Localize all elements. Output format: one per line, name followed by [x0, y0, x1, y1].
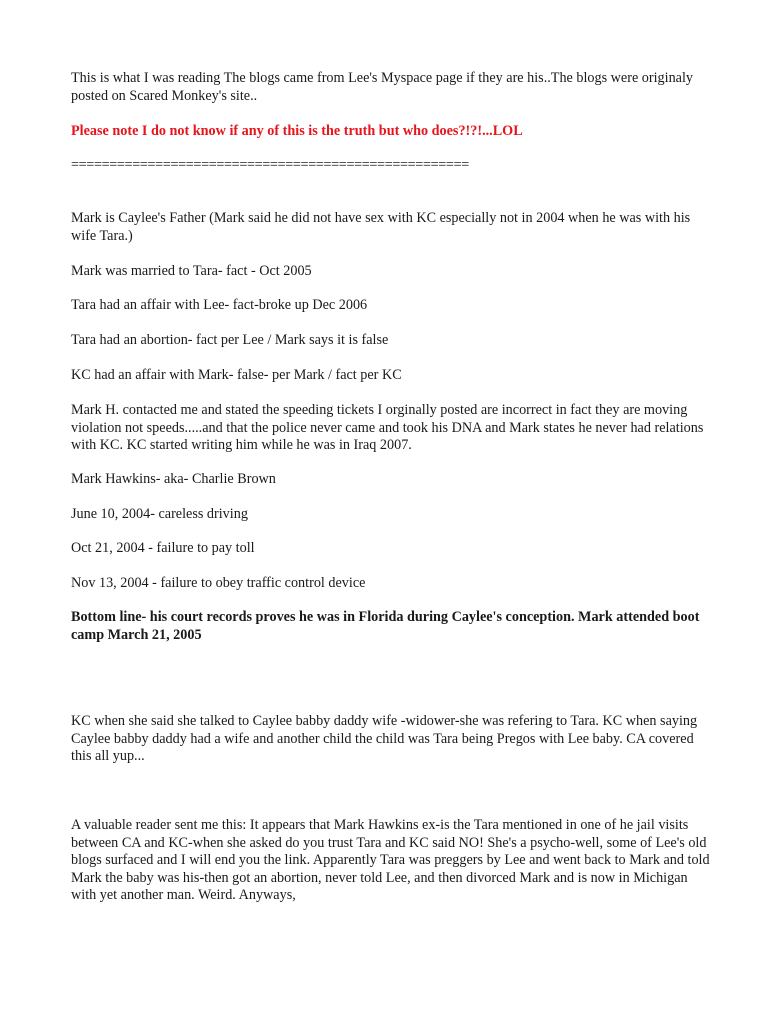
bottom-line-paragraph: Bottom line- his court records proves he was in Florida during Caylee's conception. Mark attended boot camp March 21, 2005 [71, 609, 700, 643]
disclaimer-text: Please note I do not know if any of this is the truth but who does?!?!...LOL [71, 123, 523, 139]
aka-line: Mark Hawkins- aka- Charlie Brown [71, 471, 276, 487]
paragraph-caylee-father: Mark is Caylee's Father (Mark said he did not have sex with KC especially not in 2004 when he was with his wife Tara.) [71, 210, 691, 244]
record-june: June 10, 2004- careless driving [71, 506, 248, 522]
paragraph-reader: A valuable reader sent me this: It appears that Mark Hawkins ex-is the Tara mentioned in one of he jail visits between CA and KC-when she asked do you trust Tara and KC said NO! She's a psycho-well, some of Lee's old blogs surfaced and I will end you the link. Apparently Tara was preggers by Lee and went back to Mark and told Mark the baby was his-then got an abortion, never told Lee, and then divorced Mark and is now in Michigan with yet another man. Weird. Anyways, [71, 817, 710, 904]
intro-paragraph: This is what I was reading The blogs came from Lee's Myspace page if they are his..The blogs were originaly posted on Scared Monkey's site.. [71, 70, 694, 104]
fact-abortion: Tara had an abortion- fact per Lee / Mark says it is false [71, 332, 389, 348]
fact-affair-mark: KC had an affair with Mark- false- per Mark / fact per KC [71, 367, 402, 383]
record-oct: Oct 21, 2004 - failure to pay toll [71, 540, 255, 556]
fact-affair-lee: Tara had an affair with Lee- fact-broke up Dec 2006 [71, 297, 368, 313]
separator-line: ==================================================== [71, 157, 469, 173]
fact-married: Mark was married to Tara- fact - Oct 2005 [71, 263, 312, 279]
paragraph-contacted: Mark H. contacted me and stated the speeding tickets I orginally posted are incorrect in fact they are moving violation not speeds.....and that the police never came and took his DNA and Mark states he never had relations with KC. KC started writing him while he was in Iraq 2007. [71, 402, 704, 454]
paragraph-kc-widower: KC when she said she talked to Caylee babby daddy wife -widower-she was refering to Tara. KC when saying Caylee babby daddy had a wife and another child the child was Tara being Pregos with Lee baby. CA covered this all yup... [71, 713, 698, 765]
record-nov: Nov 13, 2004 - failure to obey traffic control device [71, 575, 366, 591]
